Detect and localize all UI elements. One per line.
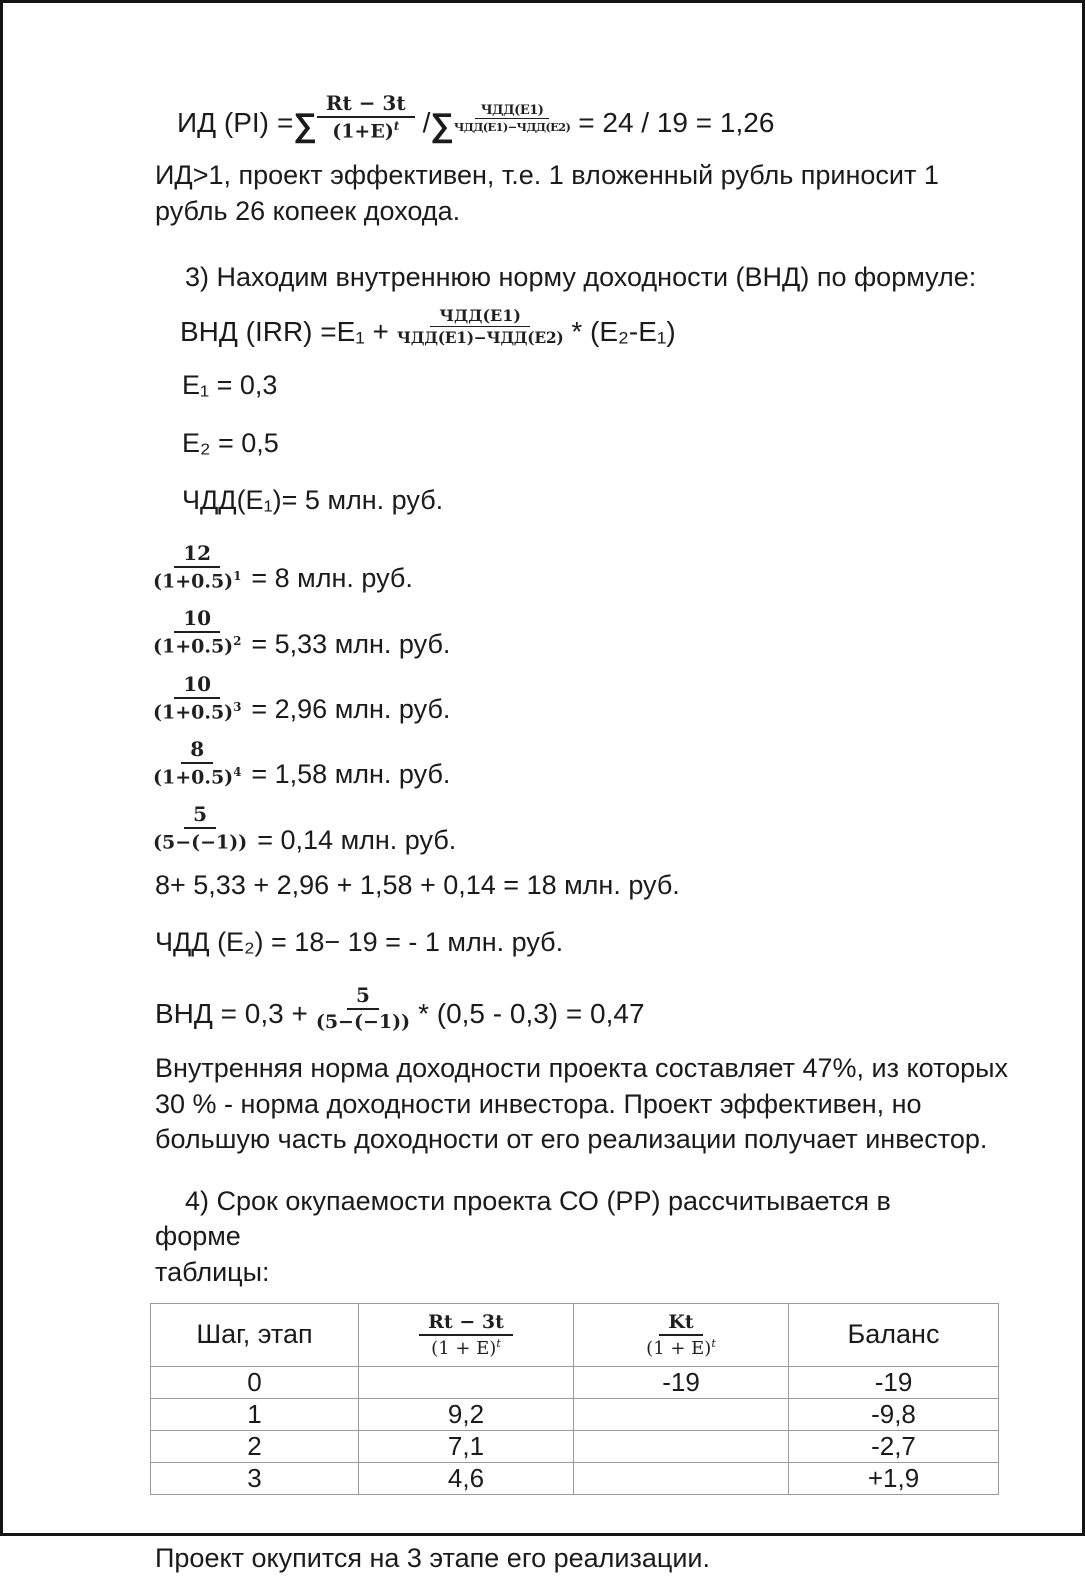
cell-capital	[574, 1462, 789, 1494]
formula-irr-fraction	[397, 306, 563, 347]
discount-line	[153, 606, 994, 657]
cell-capital	[574, 1398, 789, 1430]
fraction-numerator: ЧДД(Е1)	[430, 306, 530, 327]
heading-irr: 3) Находим внутреннюю норму доходности (ВНД) по формуле:	[185, 261, 977, 292]
fraction-denominator: ЧДД(Е1)−ЧДД(Е2)	[396, 328, 564, 348]
cell-balance: -19	[789, 1366, 999, 1398]
header-balance: Баланс	[789, 1303, 999, 1366]
cell-capital: -19	[574, 1366, 789, 1398]
formula-irr-result-tail: * (0,5 - 0,3) = 0,47	[418, 997, 645, 1029]
fraction-denominator: (5−(−1))	[315, 1010, 411, 1033]
discount-result: = 2,96 млн. руб.	[251, 694, 451, 725]
sigma-icon: ∑	[430, 105, 454, 143]
discount-fraction	[153, 672, 241, 723]
fraction-numerator: 10	[174, 672, 220, 699]
heading-payback-line2: таблицы:	[155, 1257, 270, 1288]
value-e1: E₁ = 0,3	[182, 370, 278, 401]
fraction-numerator: 5	[184, 802, 216, 829]
cell-step: 3	[151, 1462, 359, 1494]
discount-fraction	[153, 737, 241, 788]
paragraph-payback-conclusion: Проект окупится на 3 этапе его реализации.	[155, 1542, 711, 1573]
fraction-numerator: 12	[174, 541, 220, 568]
value-e2: E₂ = 0,5	[182, 427, 279, 458]
denominator-exponent: t	[393, 119, 400, 133]
header-income-formula	[359, 1303, 574, 1366]
paragraph-irr-conclusion: Внутренняя норма доходности проекта составляет 47%, из которых 30 % - норма доходности инвестора. Проект эффективен, но большую часть доходности от его реализации получает инвестор.	[155, 1052, 1009, 1155]
cell-step: 2	[151, 1430, 359, 1462]
header-fraction	[419, 1311, 513, 1359]
fraction-denominator	[431, 1336, 501, 1359]
paragraph-pi-conclusion: ИД>1, проект эффективен, т.е. 1 вложенный рубль приносит 1 рубль 26 копеек дохода.	[155, 160, 939, 226]
fraction-numerator: 5	[347, 983, 379, 1010]
discount-line	[153, 541, 994, 592]
cell-income	[359, 1366, 574, 1398]
table-row	[151, 1430, 999, 1462]
formula-pi-fraction1	[317, 91, 415, 142]
heading-payback-line1: 4) Срок окупаемости проекта СО (РР) рассчитывается в форме	[155, 1185, 891, 1252]
fraction-numerator: 10	[174, 606, 220, 633]
payback-table	[150, 1303, 999, 1495]
denominator-base: (1+0.5)	[153, 766, 234, 789]
fraction-denominator	[153, 764, 241, 788]
value-npv-e2: ЧДД (Е₂) = 18− 19 = - 1 млн. руб.	[155, 927, 564, 958]
sum-line: 8+ 5,33 + 2,96 + 1,58 + 0,14 = 18 млн. руб.	[155, 869, 680, 900]
fraction-numerator: Rt − 3t	[317, 91, 415, 118]
cell-income: 4,6	[359, 1462, 574, 1494]
formula-irr-lhs: ВНД (IRR) =E₁ +	[180, 315, 389, 347]
formula-pi	[177, 91, 994, 148]
table-row	[151, 1398, 999, 1430]
denominator-base: (5−(−1))	[153, 831, 248, 854]
discount-line	[153, 672, 994, 723]
denominator-exponent: t	[496, 1336, 501, 1350]
formula-pi-lhs: ИД (PI)	[177, 106, 269, 138]
fraction-denominator	[153, 568, 241, 592]
formula-pi-slash: /	[422, 106, 431, 138]
formula-pi-result: = 24 / 19 = 1,26	[578, 106, 775, 138]
document-content	[3, 3, 1082, 1576]
cell-income: 9,2	[359, 1398, 574, 1430]
formula-irr-tail: * (E₂-E₁)	[571, 315, 676, 347]
header-step: Шаг, этап	[151, 1303, 359, 1366]
fraction-numerator: 8	[181, 737, 213, 764]
fraction-denominator: ЧДД(Е1)−ЧДД(Е2)	[453, 120, 571, 135]
denominator-exponent: 3	[233, 699, 242, 714]
denominator-exponent: t	[711, 1336, 716, 1350]
discount-line	[153, 737, 994, 788]
formula-irr	[180, 306, 994, 352]
cell-step: 0	[151, 1366, 359, 1398]
discount-fraction	[153, 606, 241, 657]
formula-irr-result	[155, 982, 994, 1039]
fraction-denominator	[153, 829, 247, 853]
discount-fraction	[153, 802, 247, 853]
cell-step: 1	[151, 1398, 359, 1430]
cell-balance: +1,9	[789, 1462, 999, 1494]
denominator-base: (1+0.5)	[153, 701, 234, 724]
header-capital-formula	[574, 1303, 789, 1366]
discount-result: = 8 млн. руб.	[251, 563, 413, 594]
fraction-denominator	[153, 699, 241, 723]
discount-result: = 5,33 млн. руб.	[251, 628, 451, 659]
denominator-base: (1+E)	[332, 120, 394, 143]
sigma-icon: ∑	[293, 105, 317, 143]
denominator-exponent: 4	[233, 765, 242, 780]
discount-result: = 1,58 млн. руб.	[251, 759, 451, 790]
denominator-base: (1+0.5)	[153, 635, 234, 658]
header-fraction	[646, 1311, 716, 1359]
table-row	[151, 1462, 999, 1494]
formula-pi-fraction2	[454, 103, 570, 134]
denominator-base: (1+0.5)	[153, 570, 234, 593]
fraction-numerator: ЧДД(Е1)	[475, 103, 550, 119]
formula-irr-result-fraction	[316, 983, 410, 1033]
cell-balance: -2,7	[789, 1430, 999, 1462]
discount-fraction	[153, 541, 241, 592]
fraction-numerator: Kt	[659, 1311, 702, 1336]
denominator-base: (1 + E)	[431, 1337, 497, 1359]
table-header-row	[151, 1303, 999, 1366]
denominator-exponent: 2	[233, 634, 242, 649]
denominator-base: (1 + E)	[646, 1337, 712, 1359]
fraction-denominator	[646, 1336, 716, 1359]
value-npv-e1: ЧДД(Е₁)= 5 млн. руб.	[182, 485, 444, 516]
denominator-exponent: 1	[233, 569, 242, 584]
formula-irr-result-lhs: ВНД = 0,3 +	[155, 997, 308, 1029]
fraction-denominator	[332, 118, 399, 142]
discount-result: = 0,14 млн. руб.	[257, 824, 457, 855]
formula-pi-equals: =	[276, 106, 294, 138]
table-row	[151, 1366, 999, 1398]
cell-balance: -9,8	[789, 1398, 999, 1430]
discount-line	[153, 802, 994, 853]
fraction-denominator	[153, 633, 241, 657]
cell-capital	[574, 1430, 789, 1462]
fraction-numerator: Rt − 3t	[419, 1311, 513, 1336]
cell-income: 7,1	[359, 1430, 574, 1462]
